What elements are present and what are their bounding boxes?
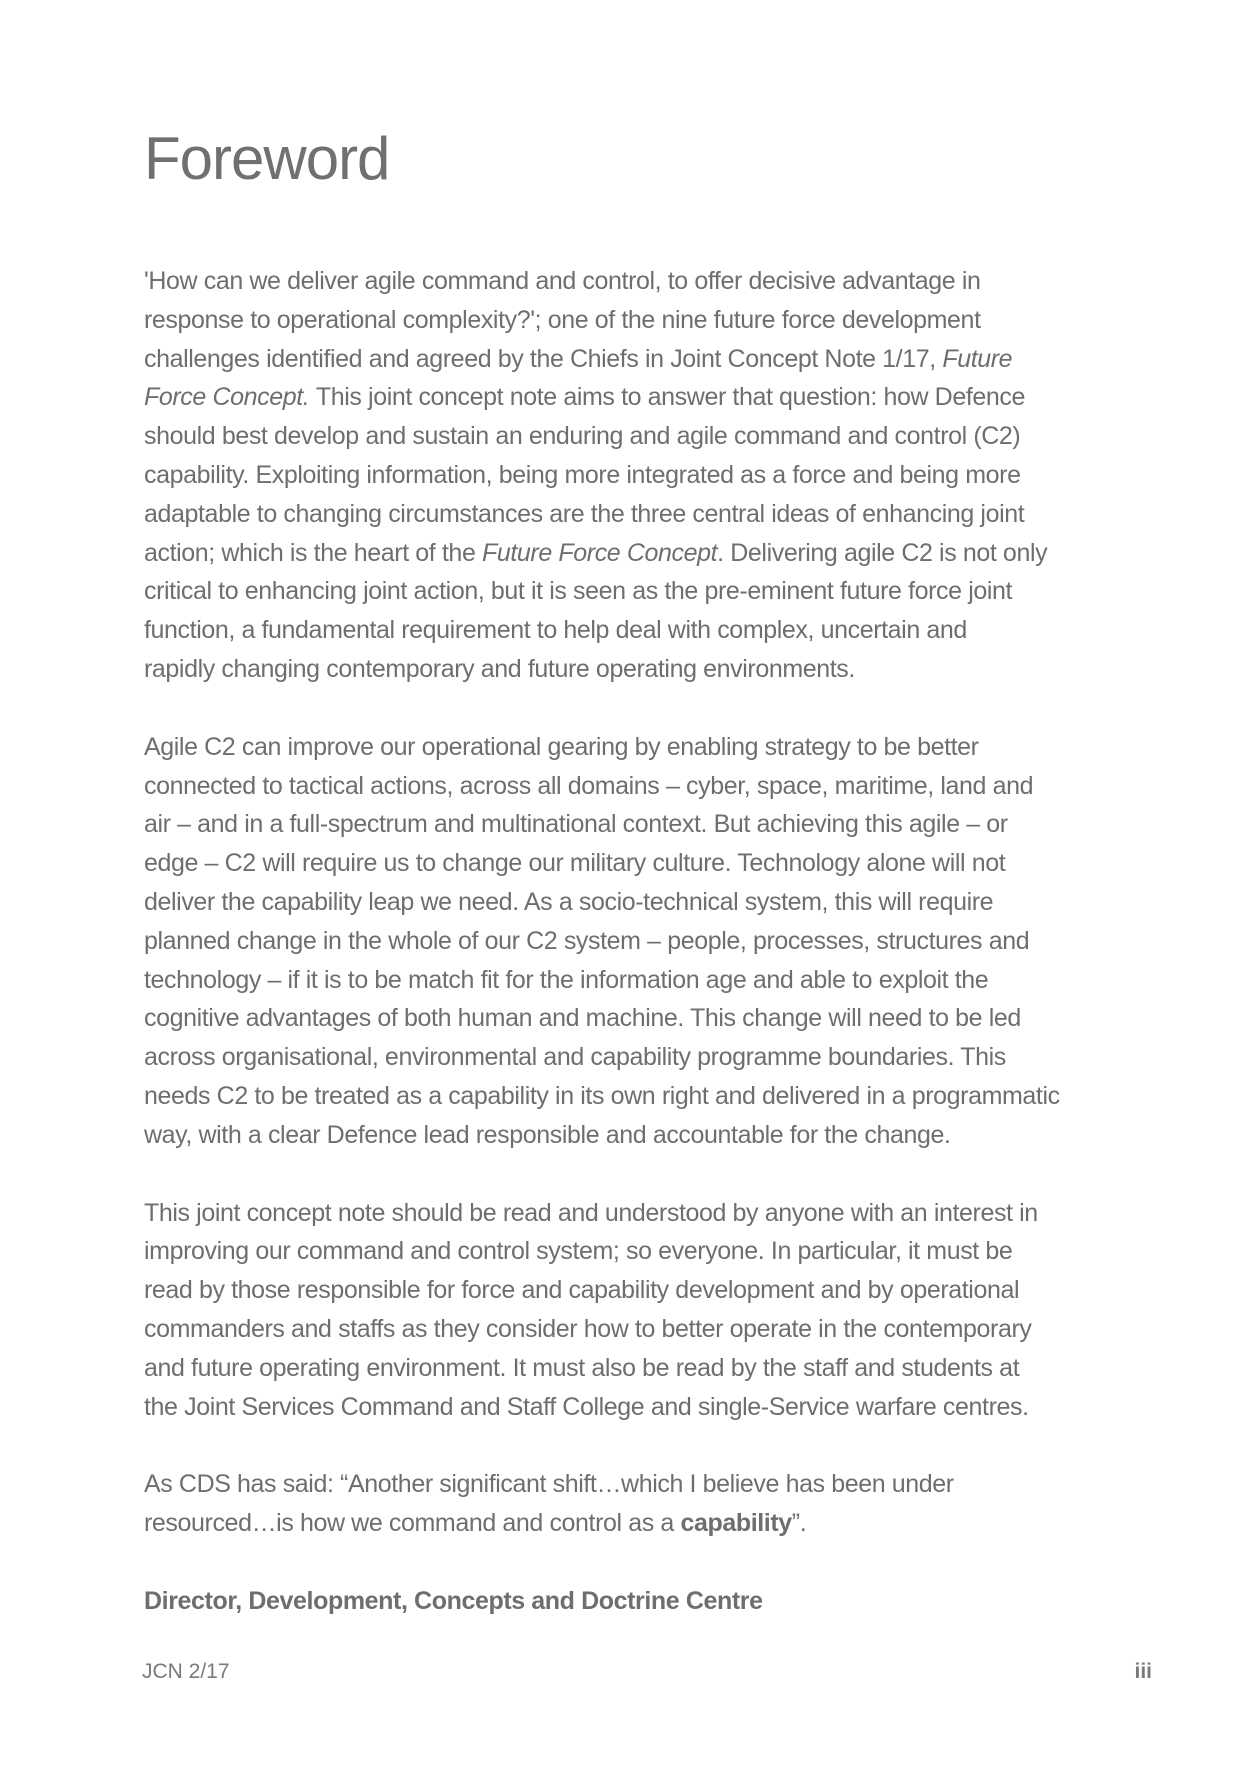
- text-span: resourced…is how we command and control as a: [144, 1509, 681, 1538]
- text-line: As CDS has said: “Another significant shift…which I believe has been under: [144, 1470, 954, 1499]
- text-line: way, with a clear Defence lead responsible and accountable for the change.: [144, 1120, 951, 1149]
- text-line: This joint concept note should be read and understood by anyone with an interest in: [144, 1198, 1038, 1227]
- text-line: cognitive advantages of both human and machine. This change will need to be led: [144, 1004, 1021, 1033]
- paragraph-1: [144, 262, 1124, 689]
- text-span: This joint concept note aims to answer that question: how Defence: [315, 383, 1025, 412]
- italic-title: Future Force Concept: [482, 538, 718, 567]
- text-line: [144, 378, 1124, 417]
- text-span: challenges identified and agreed by the Chiefs in Joint Concept Note 1/17,: [144, 344, 943, 373]
- paragraph-3: [144, 1194, 1124, 1427]
- text-line: adaptable to changing circumstances are the three central ideas of enhancing joint: [144, 499, 1025, 528]
- text-span: action; which is the heart of the: [144, 538, 482, 567]
- text-line: Agile C2 can improve our operational gearing by enabling strategy to be better: [144, 732, 979, 761]
- text-line: the Joint Services Command and Staff College and single-Service warfare centres.: [144, 1392, 1029, 1421]
- footer-page-number: iii: [1134, 1660, 1152, 1683]
- text-line: air – and in a full-spectrum and multinational context. But achieving this agile – or: [144, 810, 1008, 839]
- text-line: function, a fundamental requirement to help deal with complex, uncertain and: [144, 616, 967, 645]
- text-line: capability. Exploiting information, being more integrated as a force and being more: [144, 460, 1021, 489]
- text-line: response to operational complexity?'; one of the nine future force development: [144, 305, 981, 334]
- text-line: deliver the capability leap we need. As a socio-technical system, this will require: [144, 887, 994, 916]
- text-line: planned change in the whole of our C2 system – people, processes, structures and: [144, 926, 1030, 955]
- text-line: [144, 340, 1124, 379]
- paragraph-2: [144, 728, 1124, 1155]
- text-line: across organisational, environmental and capability programme boundaries. This: [144, 1043, 1006, 1072]
- text-line: 'How can we deliver agile command and control, to offer decisive advantage in: [144, 267, 981, 295]
- italic-title: Future: [942, 344, 1013, 373]
- page-title: Foreword: [144, 125, 390, 192]
- italic-title: Force Concept.: [144, 383, 316, 412]
- signoff: Director, Development, Concepts and Doctrine Centre: [144, 1586, 763, 1615]
- text-line: [144, 1504, 1124, 1543]
- text-line: needs C2 to be treated as a capability in its own right and delivered in a programmatic: [144, 1081, 1060, 1110]
- text-span: . Delivering agile C2 is not only: [717, 538, 1048, 567]
- text-span: ”.: [791, 1509, 807, 1538]
- paragraph-4-quote: [144, 1465, 1124, 1543]
- text-line: rapidly changing contemporary and future operating environments.: [144, 654, 855, 683]
- text-line: critical to enhancing joint action, but it is seen as the pre-eminent future force joint: [144, 577, 1013, 606]
- text-line: connected to tactical actions, across all domains – cyber, space, maritime, land and: [144, 771, 1034, 800]
- bold-emphasis: capability: [680, 1509, 792, 1538]
- text-line: and future operating environment. It must also be read by the staff and students at: [144, 1353, 1020, 1382]
- text-line: [144, 534, 1124, 573]
- body-text: [144, 262, 1124, 1621]
- text-line: should best develop and sustain an enduring and agile command and control (C2): [144, 422, 1021, 451]
- text-line: commanders and staffs as they consider how to better operate in the contemporary: [144, 1314, 1032, 1343]
- footer-doc-reference: JCN 2/17: [142, 1660, 230, 1683]
- text-line: technology – if it is to be match fit for the information age and able to exploit the: [144, 965, 989, 994]
- text-line: read by those responsible for force and capability development and by operational: [144, 1276, 1020, 1305]
- text-line: edge – C2 will require us to change our military culture. Technology alone will not: [144, 849, 1006, 878]
- text-line: improving our command and control system; so everyone. In particular, it must be: [144, 1237, 1013, 1266]
